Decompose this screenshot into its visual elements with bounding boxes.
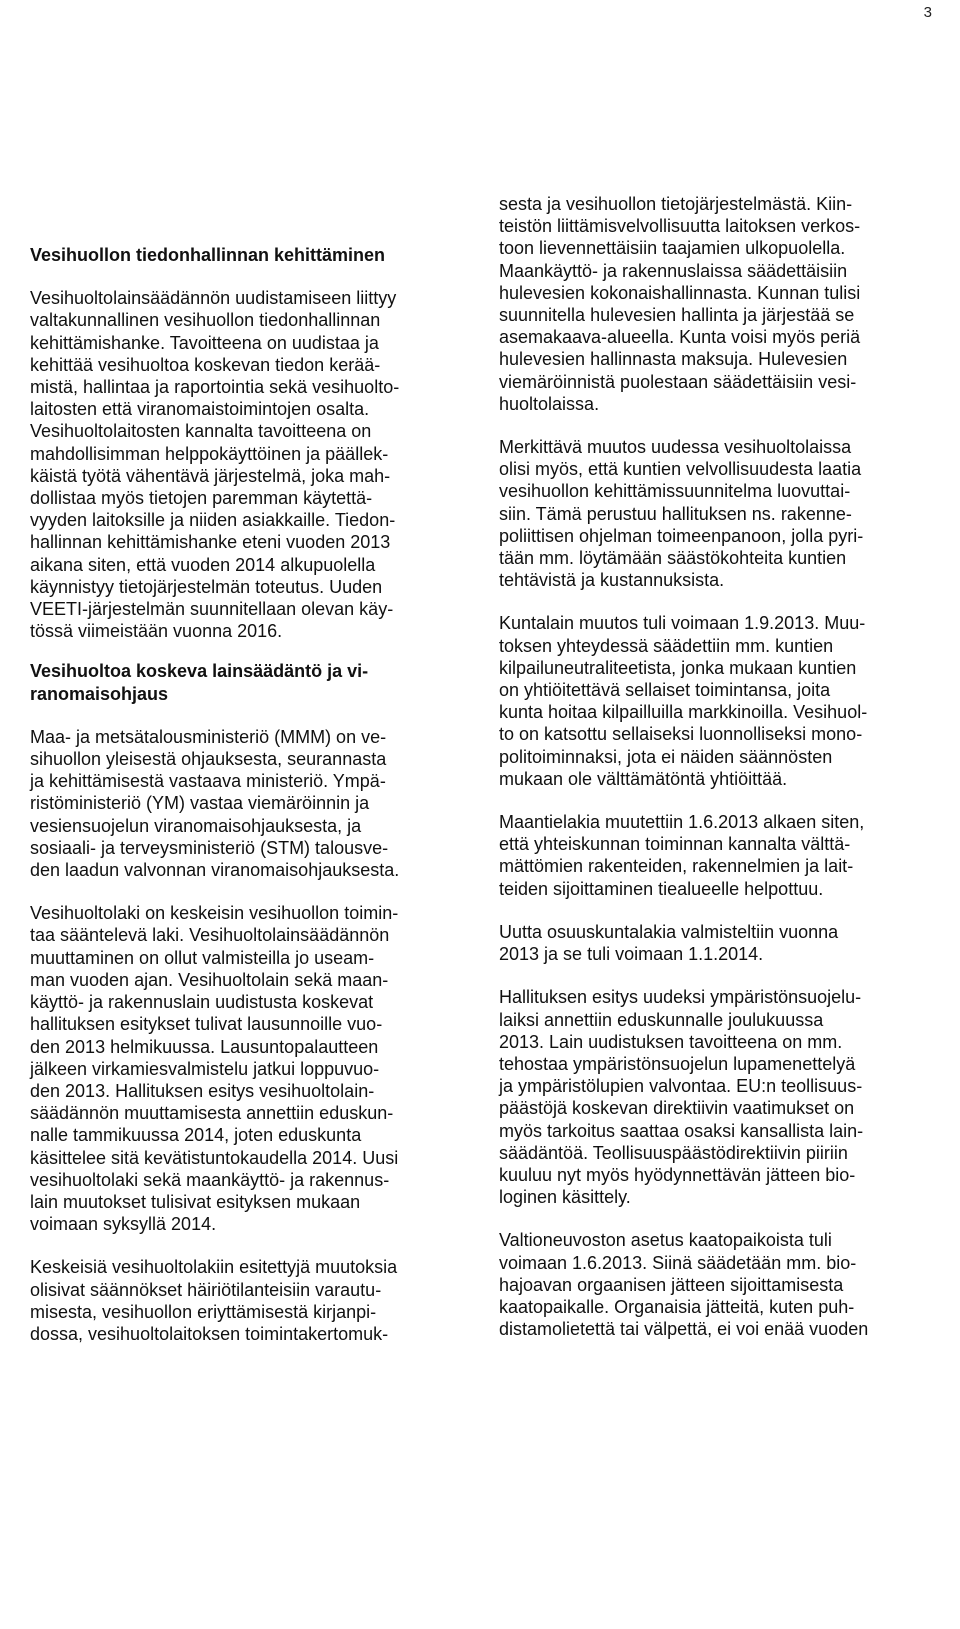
text-line: 2013 ja se tuli voimaan 1.1.2014. — [499, 944, 764, 965]
text-line: suunnitella hulevesien hallinta ja järjestää se — [499, 305, 855, 326]
text-line: ranomaisohjaus — [30, 683, 169, 704]
text-line: laiksi annettiin eduskunnalle joulukuussa — [499, 1009, 824, 1030]
text-line: Maankäyttö- ja rakennuslaissa säädettäisiin — [499, 260, 848, 281]
text-line: siin. Tämä perustuu hallituksen ns. rakenne- — [499, 503, 852, 524]
text-line: loginen käsittely. — [499, 1187, 631, 1208]
text-line: Vesihuoltolaki on keskeisin vesihuollon toimin- — [30, 903, 399, 924]
text-line: teistön liittämisvelvollisuutta laitoksen verkos- — [499, 216, 861, 237]
text-line: lain muutokset tulisivat esityksen mukaan — [30, 1191, 361, 1212]
block-spacer — [499, 965, 939, 986]
text-line: mättömien rakenteiden, rakennelmien ja lait- — [499, 856, 854, 877]
text-line: aikana siten, että vuoden 2014 alkupuolella — [30, 554, 376, 575]
text-line: hulevesien hallinnasta maksuja. Hulevesien — [499, 349, 848, 370]
text-line: distamolietettä tai välpettä, ei voi enää vuoden — [499, 1319, 869, 1340]
block-spacer — [30, 705, 470, 726]
paragraph — [499, 811, 939, 900]
text-line: vyyden laitoksille ja niiden asiakkaille. Tiedon- — [30, 510, 396, 531]
text-line: käynnistyy tietojärjestelmän toteutus. Uuden — [30, 576, 383, 597]
text-line: Hallituksen esitys uudeksi ympäristönsuojelu- — [499, 987, 862, 1008]
paragraph — [30, 287, 470, 642]
text-line: muuttaminen on ollut valmisteilla jo useam- — [30, 947, 375, 968]
text-line: hajoavan orgaanisen jätteen sijoittamisesta — [499, 1274, 844, 1295]
paragraph — [30, 1256, 470, 1345]
text-line: Vesihuoltoa koskeva lainsäädäntö ja vi- — [30, 661, 369, 682]
block-spacer — [30, 642, 470, 660]
text-line: hallinnan kehittämishanke eteni vuoden 2013 — [30, 532, 391, 553]
text-line: nalle tammikuussa 2014, joten eduskunta — [30, 1125, 362, 1146]
block-spacer — [30, 1235, 470, 1256]
text-line: Keskeisiä vesihuoltolakiin esitettyjä muutoksia — [30, 1257, 398, 1278]
text-line: tehtävistä ja kustannuksista. — [499, 570, 725, 591]
text-line: dollistaa myös tietojen paremman käytettä- — [30, 488, 373, 509]
left-column — [30, 0, 470, 1345]
paragraph — [499, 986, 939, 1208]
text-line: kaatopaikalle. Organaisia jätteitä, kuten puh- — [499, 1296, 855, 1317]
text-line: ja ympäristölupien valvontaa. EU:n teollisuus- — [499, 1076, 863, 1097]
text-line: Vesihuollon tiedonhallinnan kehittäminen — [30, 245, 386, 265]
text-line: den 2013 helmikuussa. Lausuntopalautteen — [30, 1036, 379, 1057]
block-spacer — [499, 1208, 939, 1229]
text-line: teiden sijoittaminen tiealueelle helpottuu. — [499, 878, 824, 899]
text-line: 2013. Lain uudistuksen tavoitteena on mm. — [499, 1031, 843, 1052]
section-heading — [30, 660, 470, 704]
text-line: käyttö- ja rakennuslain uudistusta koskevat — [30, 992, 374, 1013]
text-line: voimaan 1.6.2013. Siinä säädetään mm. bio- — [499, 1252, 857, 1273]
text-line: ristöministeriö (YM) vastaa viemäröinnin ja — [30, 793, 370, 814]
paragraph — [30, 902, 470, 1235]
text-line: olisivat säännökset häiriötilanteisiin varautu- — [30, 1279, 382, 1300]
text-line: Vesihuoltolainsäädännön uudistamiseen liittyy — [30, 288, 397, 309]
block-spacer — [30, 266, 470, 287]
text-line: Kuntalain muutos tuli voimaan 1.9.2013. Muu- — [499, 613, 866, 634]
text-line: den 2013. Hallituksen esitys vesihuoltolain- — [30, 1080, 375, 1101]
text-line: mistä, hallintaa ja raportointia sekä vesihuolto- — [30, 377, 400, 398]
text-line: VEETI-järjestelmän suunnitellaan olevan käy- — [30, 599, 394, 620]
text-line: vesihuollon kehittämissuunnitelma luovuttai- — [499, 481, 851, 502]
text-line: politoiminnaksi, jota ei näiden säännösten — [499, 746, 833, 767]
text-line: poliittisen ohjelman toimeenpanoon, jolla pyri- — [499, 525, 864, 546]
text-line: myös tarkoitus saattaa osaksi kansallista lain- — [499, 1120, 864, 1141]
text-line: huoltolaissa. — [499, 393, 600, 414]
text-line: mahdollisimman helppokäyttöinen ja päällek- — [30, 443, 389, 464]
paragraph — [499, 1229, 939, 1340]
text-line: jälkeen virkamiesvalmistelu jatkui loppuvuo- — [30, 1058, 380, 1079]
text-line: Valtioneuvoston asetus kaatopaikoista tuli — [499, 1230, 832, 1251]
right-column — [499, 0, 939, 1340]
text-line: mukaan ole välttämätöntä yhtiöittää. — [499, 768, 788, 789]
text-line: Merkittävä muutos uudessa vesihuoltolaissa — [499, 437, 852, 458]
text-line: että yhteiskunnan toiminnan kannalta välttä- — [499, 834, 851, 855]
text-line: olisi myös, että kuntien velvollisuudesta laatia — [499, 459, 862, 480]
block-spacer — [499, 415, 939, 436]
block-spacer — [499, 591, 939, 612]
text-line: den laadun valvonnan viranomaisohjauksesta. — [30, 860, 400, 881]
text-line: man vuoden ajan. Vesihuoltolain sekä maan- — [30, 969, 389, 990]
text-line: sosiaali- ja terveysministeriö (STM) talousve- — [30, 837, 389, 858]
text-line: Maantielakia muutettiin 1.6.2013 alkaen siten, — [499, 812, 865, 833]
text-line: Maa- ja metsätalousministeriö (MMM) on ve- — [30, 726, 387, 747]
text-line: viemäröinnistä puolestaan säädettäisiin vesi- — [499, 371, 857, 392]
text-line: kuuluu nyt myös hyödynnettävän jätteen bio- — [499, 1164, 856, 1185]
text-line: kunta hoitaa kilpailluilla markkinoilla. Vesihuol- — [499, 702, 868, 723]
text-line: on yhtiöitettävä sellaiset toimintansa, joita — [499, 680, 831, 701]
text-line: taa sääntelevä laki. Vesihuoltolainsäädännön — [30, 925, 390, 946]
text-line: valtakunnallinen vesihuollon tiedonhallinnan — [30, 310, 381, 331]
text-line: vesihuoltolaki sekä maankäyttö- ja rakennus- — [30, 1169, 390, 1190]
text-line: käistä työtä vähentävä järjestelmä, joka mah- — [30, 465, 391, 486]
paragraph — [30, 726, 470, 881]
text-line: hulevesien kokonaishallinnasta. Kunnan tulisi — [499, 282, 861, 303]
text-line: toksen yhteydessä säädettiin mm. kuntien — [499, 635, 834, 656]
text-line: säädäntöä. Teollisuuspäästödirektiivin piiriin — [499, 1142, 848, 1163]
text-line: tehostaa ympäristönsuojelun lupamenettelyä — [499, 1053, 856, 1074]
text-line: laitosten että viranomaistoimintojen osalta. — [30, 399, 370, 420]
text-line: Vesihuoltolaitosten kannalta tavoitteena on — [30, 421, 372, 442]
text-line: kehittää vesihuoltoa koskevan tiedon kerää- — [30, 354, 381, 375]
text-line: voimaan syksyllä 2014. — [30, 1214, 217, 1235]
text-line: asemakaava-alueella. Kunta voisi myös periä — [499, 327, 861, 348]
paragraph — [499, 193, 939, 415]
text-line: Uutta osuuskuntalakia valmisteltiin vuonna — [499, 921, 839, 942]
text-line: vesiensuojelun viranomaisohjauksesta, ja — [30, 815, 362, 836]
text-line: hallituksen esitykset tulivat lausunnoille vuo- — [30, 1014, 383, 1035]
block-spacer — [499, 790, 939, 811]
block-spacer — [30, 881, 470, 902]
text-line: misesta, vesihuollon eriyttämisestä kirjanpi- — [30, 1301, 377, 1322]
text-line: käsittelee sitä kevätistuntokaudella 2014. Uusi — [30, 1147, 399, 1168]
page-number: 3 — [923, 4, 932, 21]
text-line: tössä viimeistään vuonna 2016. — [30, 621, 283, 642]
text-line: päästöjä koskevan direktiivin vaatimukset on — [499, 1098, 855, 1119]
paragraph — [499, 921, 939, 965]
paragraph — [499, 436, 939, 591]
text-line: ja kehittämisestä vastaava ministeriö. Ympä- — [30, 771, 386, 792]
text-line: toon lievennettäisiin taajamien ulkopuolella. — [499, 238, 846, 259]
text-line: to on katsottu sellaiseksi luonnolliseksi mono- — [499, 724, 863, 745]
text-line: sihuollon yleisestä ohjauksesta, seurannasta — [30, 749, 387, 770]
text-line: dossa, vesihuoltolaitoksen toimintakertomuk- — [30, 1323, 389, 1344]
text-line: kilpailuneutraliteetista, jonka mukaan kuntien — [499, 657, 857, 678]
text-line: sesta ja vesihuollon tietojärjestelmästä. Kiin- — [499, 194, 853, 214]
paragraph — [499, 612, 939, 790]
section-heading — [30, 244, 470, 266]
text-line: kehittämishanke. Tavoitteena on uudistaa ja — [30, 332, 379, 353]
block-spacer — [499, 900, 939, 921]
text-line: tään mm. löytämään säästökohteita kuntien — [499, 548, 847, 569]
text-line: säädännön muuttamisesta annettiin eduskun- — [30, 1103, 394, 1124]
